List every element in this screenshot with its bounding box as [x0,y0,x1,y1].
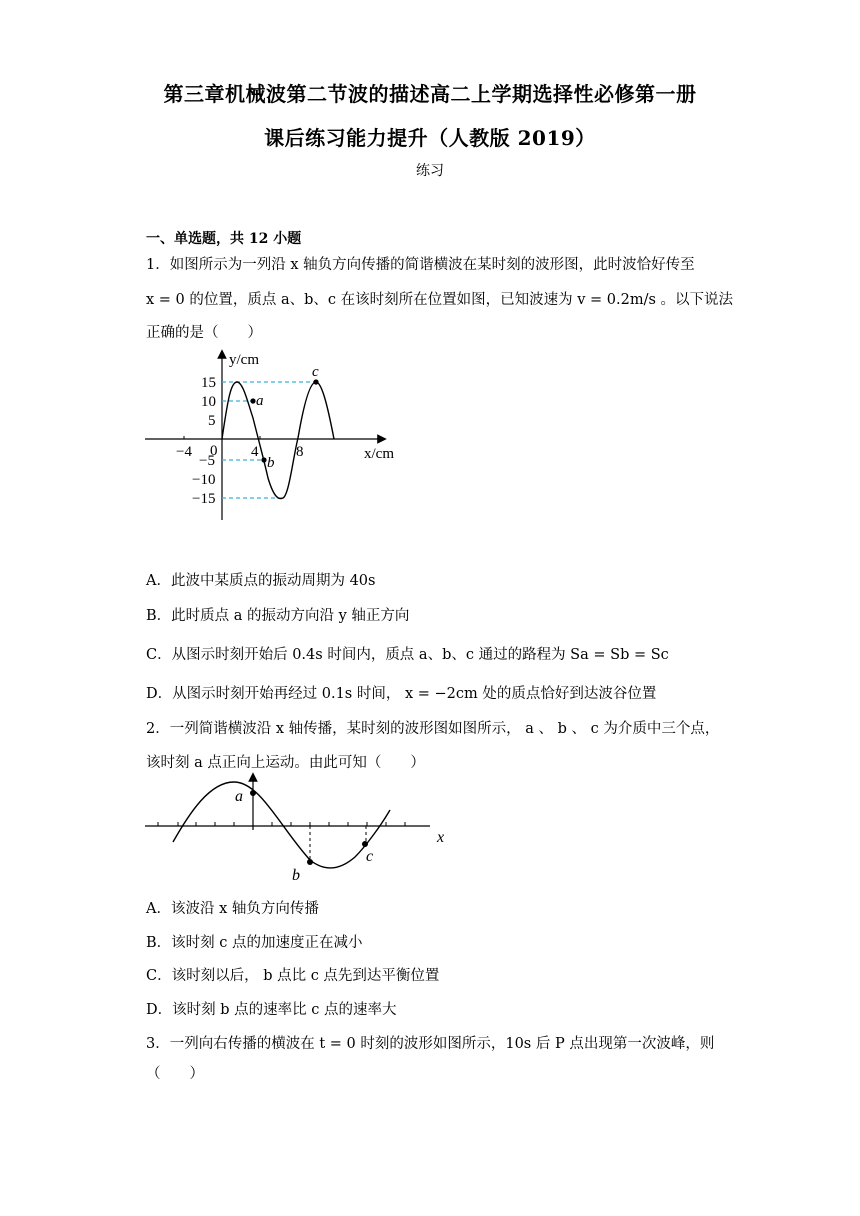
q1-y-tick: −15 [192,491,216,507]
q1-y-tick: 5 [208,413,216,429]
q1-x-tick: −4 [176,444,192,460]
document-title-line-2: 课后练习能力提升（人教版 2019） [264,126,596,150]
document-title-line-1: 第三章机械波第二节波的描述高二上学期选择性必修第一册 [163,82,697,106]
q1-label-b: b [267,455,275,471]
q1-point-b [261,457,266,462]
q1-point-a [250,398,255,403]
q1-y-tick: −10 [192,472,216,488]
document-subtitle: 练习 [416,163,444,179]
q1-y-tick: 15 [201,375,216,391]
q2-label-a: a [235,788,243,805]
q1-stem-line-1: 1．如图所示为一列沿 x 轴负方向传播的简谐横波在某时刻的波形图，此时波恰好传至 [146,257,695,273]
q1-option-d[interactable]: D．从图示时刻开始再经过 0.1s 时间， x = −2cm 处的质点恰好到达波谷位置 [146,686,657,702]
q1-option-c[interactable]: C．从图示时刻开始后 0.4s 时间内，质点 a、b、c 通过的路程为 Sa = Sb = Sc [146,647,669,663]
q2-x-axis-label: x [437,829,445,846]
q1-x-tick: 8 [296,444,304,460]
q2-point-b [307,859,313,865]
q2-option-c[interactable]: C．该时刻以后， b 点比 c 点先到达平衡位置 [146,968,440,984]
q1-label-a: a [256,393,264,409]
q1-point-c [313,379,318,384]
q1-x-tick: 4 [251,444,259,460]
q1-option-b[interactable]: B．此时质点 a 的振动方向沿 y 轴正方向 [146,608,410,624]
q2-stem-line-2: 该时刻 a 点正向上运动。由此可知（ ） [146,755,425,771]
q1-option-a[interactable]: A．此波中某质点的振动周期为 40s [146,573,376,589]
q2-option-a[interactable]: A．该波沿 x 轴负方向传播 [146,901,319,917]
q2-label-c: c [366,848,374,865]
q1-y-axis-label: y/cm [229,352,259,368]
q1-y-tick: 0 [210,443,218,459]
q2-wave-curve [173,782,390,868]
q1-x-axis-label: x/cm [364,446,394,462]
q1-y-tick: −5 [199,453,215,469]
q2-option-b[interactable]: B．该时刻 c 点的加速度正在减小 [146,935,363,951]
q3-stem-line-1: 3．一列向右传播的横波在 t = 0 时刻的波形如图所示，10s 后 P 点出现第一次波峰，则 [146,1036,715,1052]
q1-stem-line-3: 正确的是（ ） [146,325,262,341]
q1-label-c: c [312,364,319,380]
q2-point-a [250,790,256,796]
q1-y-tick: 10 [201,394,216,410]
q1-wave-curve [222,382,334,499]
q2-label-b: b [292,867,300,884]
q2-option-d[interactable]: D．该时刻 b 点的速率比 c 点的速率大 [146,1002,397,1018]
q1-wave-figure [140,348,410,528]
q2-wave-figure [140,772,460,887]
q2-point-c [362,841,368,847]
section-heading: 一、单选题，共 12 小题 [146,231,302,247]
q1-stem-line-2: x = 0 的位置，质点 a、b、c 在该时刻所在位置如图，已知波速为 v = 0.2m/s 。以下说法 [146,292,734,308]
q2-stem-line-1: 2．一列简谐横波沿 x 轴传播，某时刻的波形图如图所示， a 、 b 、 c 为介质中三个点， [146,721,720,737]
q3-stem-line-2: （ ） [146,1066,204,1082]
